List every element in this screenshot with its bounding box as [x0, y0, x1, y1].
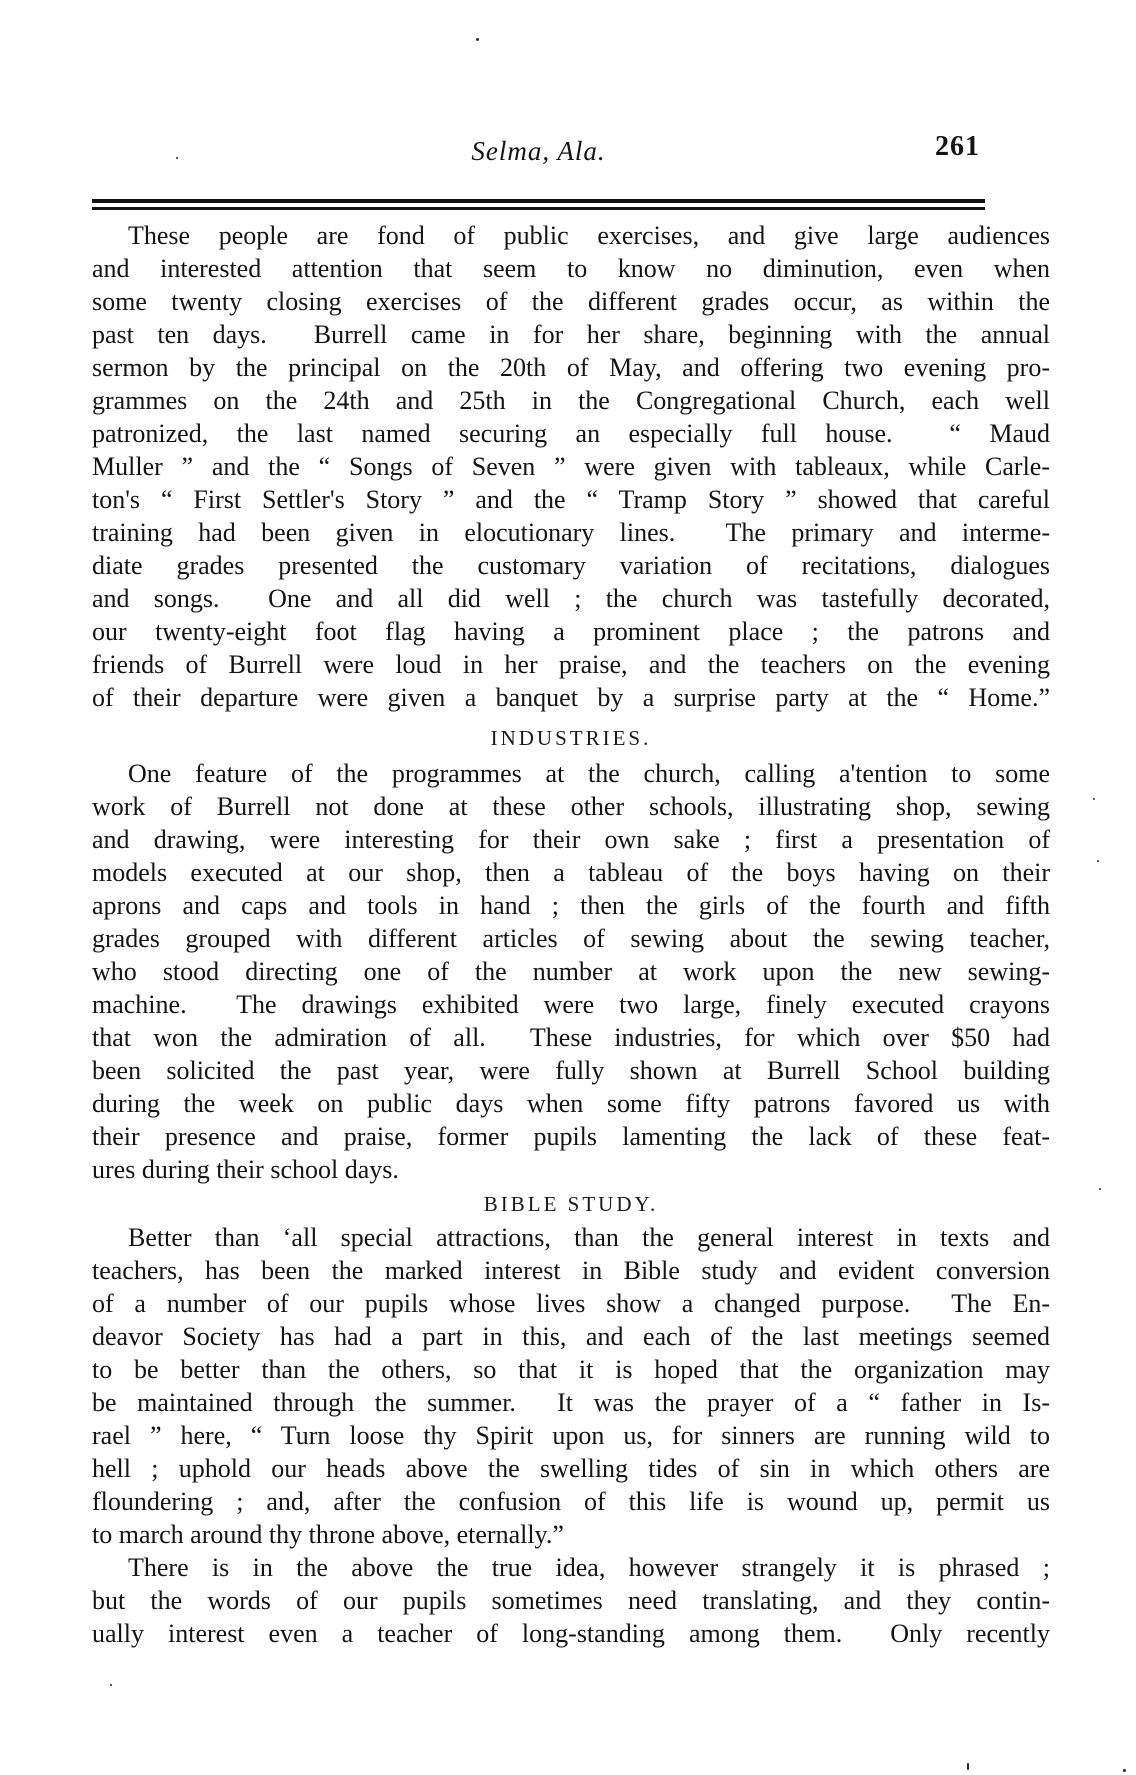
text-flow: [92, 219, 1050, 1650]
text-line: ton's “ First Settler's Story ” and the “ Tramp Story ” showed that careful: [92, 485, 1050, 514]
scan-speck: [1097, 860, 1099, 862]
paragraph: [92, 1221, 1050, 1551]
text-line: our twenty-eight foot flag having a prominent place ; the patrons and: [92, 617, 1050, 646]
scan-speck: [1123, 1769, 1126, 1772]
paragraph: [92, 219, 1050, 714]
text-line: their presence and praise, former pupils lamenting the lack of these feat-: [92, 1122, 1050, 1151]
text-line: grades grouped with different articles of sewing about the sewing teacher,: [92, 924, 1050, 953]
text-line: These people are fond of public exercises, and give large audiences: [128, 221, 1050, 250]
text-line: aprons and caps and tools in hand ; then the girls of the fourth and fifth: [92, 891, 1050, 920]
text-line: ually interest even a teacher of long-standing among them. Only recently: [92, 1619, 1050, 1648]
scan-speck: [176, 157, 178, 159]
text-line: during the week on public days when some fifty patrons favored us with: [92, 1089, 1050, 1118]
text-line: of their departure were given a banquet by a surprise party at the “ Home.”: [92, 683, 1050, 712]
text-line: be maintained through the summer. It was the prayer of a “ father in Is-: [92, 1388, 1050, 1417]
text-line: training had been given in elocutionary lines. The primary and interme-: [92, 518, 1050, 547]
running-head-title: Selma, Ala.: [471, 136, 606, 166]
text-line: work of Burrell not done at these other schools, illustrating shop, sewing: [92, 792, 1050, 821]
text-line: that won the admiration of all. These industries, for which over $50 had: [92, 1023, 1050, 1052]
paragraph: [92, 1551, 1050, 1650]
text-line: who stood directing one of the number at work upon the new sewing-: [92, 957, 1050, 986]
text-line: past ten days. Burrell came in for her share, beginning with the annual: [92, 320, 1050, 349]
text-line: Better than ‘all special attractions, than the general interest in texts and: [128, 1223, 1050, 1252]
text-line: of a number of our pupils whose lives show a changed purpose. The En-: [92, 1289, 1050, 1318]
text-line: Muller ” and the “ Songs of Seven ” were given with tableaux, while Carle-: [92, 452, 1050, 481]
text-line: floundering ; and, after the confusion of this life is wound up, permit us: [92, 1487, 1050, 1516]
text-line: One feature of the programmes at the church, calling a'tention to some: [128, 759, 1050, 788]
page-number: 261: [935, 131, 980, 162]
text-line: There is in the above the true idea, however strangely it is phrased ;: [128, 1553, 1050, 1582]
scan-speck: [1099, 1188, 1101, 1190]
text-line: hell ; uphold our heads above the swelling tides of sin in which others are: [92, 1454, 1050, 1483]
text-line: and interested attention that seem to know no diminution, even when: [92, 254, 1050, 283]
text-line: rael ” here, “ Turn loose thy Spirit upon us, for sinners are running wild to: [92, 1421, 1050, 1450]
section-heading: BIBLE STUDY.: [483, 1192, 659, 1216]
text-line: ures during their school days.: [92, 1155, 399, 1184]
text-line: teachers, has been the marked interest in Bible study and evident conversion: [92, 1256, 1050, 1285]
text-line: machine. The drawings exhibited were two large, finely executed crayons: [92, 990, 1050, 1019]
text-line: diate grades presented the customary variation of recitations, dialogues: [92, 551, 1050, 580]
paragraph: [92, 757, 1050, 1186]
text-line: deavor Society has had a part in this, and each of the last meetings seemed: [92, 1322, 1050, 1351]
header-rule: [92, 199, 985, 210]
section-heading: INDUSTRIES.: [490, 726, 652, 750]
text-line: been solicited the past year, were fully shown at Burrell School building: [92, 1056, 1050, 1085]
text-line: models executed at our shop, then a tableau of the boys having on their: [92, 858, 1050, 887]
scan-speck: [110, 1684, 112, 1686]
scan-speck: [476, 38, 479, 41]
text-line: to march around thy throne above, eternally.”: [92, 1520, 564, 1549]
text-line: grammes on the 24th and 25th in the Congregational Church, each well: [92, 386, 1050, 415]
text-line: and drawing, were interesting for their own sake ; first a presentation of: [92, 825, 1050, 854]
text-line: but the words of our pupils sometimes need translating, and they contin-: [92, 1586, 1050, 1615]
text-line: to be better than the others, so that it is hoped that the organization may: [92, 1355, 1050, 1384]
text-line: sermon by the principal on the 20th of May, and offering two evening pro-: [92, 353, 1050, 382]
text-line: and songs. One and all did well ; the church was tastefully decorated,: [92, 584, 1050, 613]
text-line: some twenty closing exercises of the different grades occur, as within the: [92, 287, 1050, 316]
scan-speck: [1093, 798, 1095, 800]
text-line: patronized, the last named securing an especially full house. “ Maud: [92, 419, 1050, 448]
scan-speck: [967, 1763, 969, 1770]
text-line: friends of Burrell were loud in her praise, and the teachers on the evening: [92, 650, 1050, 679]
